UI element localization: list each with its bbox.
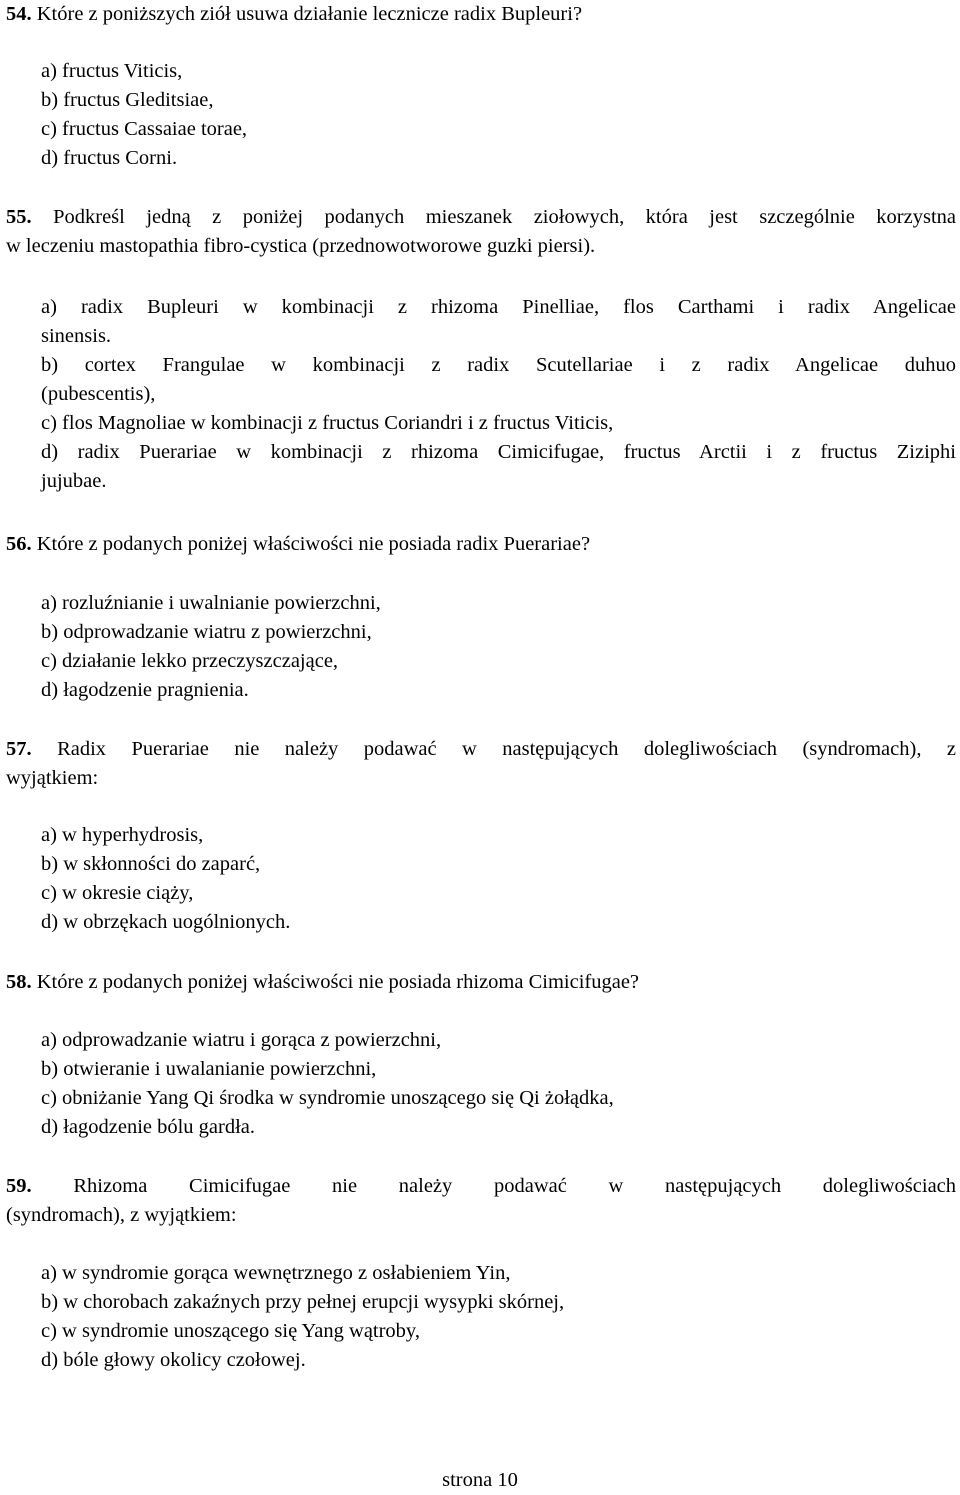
question-text (6, 0, 956, 29)
option: c) w okresie ciąży, (41, 882, 194, 904)
question-line: Które z podanych poniżej właściwości nie posiada rhizoma Cimicifugae? (36, 971, 640, 993)
question-line: Które z poniższych ziół usuwa działanie lecznicze radix Bupleuri? (36, 3, 583, 25)
option: a) w hyperhydrosis, (41, 824, 204, 846)
question-line (6, 1172, 956, 1201)
question-number: 55. (6, 206, 32, 228)
option: c) flos Magnoliae w kombinacji z fructus Coriandri i z fructus Viticis, (41, 412, 614, 434)
option-continuation: (pubescentis), (41, 383, 156, 405)
option: b) fructus Gleditsiae, (41, 89, 214, 111)
option: d) fructus Corni. (41, 147, 178, 169)
question-text (6, 968, 956, 997)
option-continuation: jujubae. (41, 470, 107, 492)
question-text (6, 530, 956, 559)
option: d) łagodzenie bólu gardła. (41, 1116, 256, 1138)
option: c) obniżanie Yang Qi środka w syndromie unoszącego się Qi żołądka, (41, 1087, 614, 1109)
option: b) w skłonności do zaparć, (41, 853, 261, 875)
option: b) w chorobach zakaźnych przy pełnej erupcji wysypki skórnej, (41, 1291, 565, 1313)
option: a) rozluźnianie i uwalnianie powierzchni, (41, 592, 381, 614)
option: a) w syndromie gorąca wewnętrznego z osłabieniem Yin, (41, 1262, 511, 1284)
options-55 (41, 293, 956, 496)
option: b) odprowadzanie wiatru z powierzchni, (41, 621, 372, 643)
option-continuation: sinensis. (41, 325, 112, 347)
question-line: Które z podanych poniżej właściwości nie posiada radix Puerariae? (36, 533, 591, 555)
question-line (6, 735, 956, 764)
options-57 (41, 821, 956, 937)
option: d) bóle głowy okolicy czołowej. (41, 1349, 306, 1371)
question-57 (6, 735, 956, 793)
question-59 (6, 1172, 956, 1230)
question-number: 57. (6, 738, 32, 760)
option: c) w syndromie unoszącego się Yang wątroby, (41, 1320, 420, 1342)
question-line (6, 203, 956, 232)
option: a) odprowadzanie wiatru i gorąca z powierzchni, (41, 1029, 442, 1051)
option: d) radix Puerariae w kombinacji z rhizoma Cimicifugae, fructus Arctii i z fructus Ziziphi (41, 441, 956, 463)
question-56 (6, 530, 956, 559)
question-line: w leczeniu mastopathia fibro-cystica (przednowotworowe guzki piersi). (6, 235, 596, 257)
question-number: 54. (6, 3, 32, 25)
options-58 (41, 1026, 956, 1142)
question-55 (6, 203, 956, 261)
option: b) cortex Frangulae w kombinacji z radix Scutellariae i z radix Angelicae duhuo (41, 354, 956, 376)
question-number: 56. (6, 533, 32, 555)
question-number: 58. (6, 971, 32, 993)
question-line-text: Rhizoma Cimicifugae nie należy podawać w następujących dolegliwościach (73, 1175, 957, 1197)
question-number: 59. (6, 1175, 32, 1197)
option: c) fructus Cassaiae torae, (41, 118, 248, 140)
question-line: (syndromach), z wyjątkiem: (6, 1204, 237, 1226)
options-54 (41, 57, 956, 173)
question-54 (6, 0, 956, 29)
option: d) łagodzenie pragnienia. (41, 679, 249, 701)
options-59 (41, 1259, 956, 1375)
option: d) w obrzękach uogólnionych. (41, 911, 291, 933)
question-58 (6, 968, 956, 997)
option: c) działanie lekko przeczyszczające, (41, 650, 339, 672)
option: a) fructus Viticis, (41, 60, 183, 82)
question-line: wyjątkiem: (6, 767, 99, 789)
option: b) otwieranie i uwalanianie powierzchni, (41, 1058, 377, 1080)
options-56 (41, 589, 956, 705)
question-line-text: Radix Puerariae nie należy podawać w następujących dolegliwościach (syndromach), z (57, 738, 956, 760)
page-number: strona 10 (442, 1469, 518, 1491)
question-line-text: Podkreśl jedną z poniżej podanych mieszanek ziołowych, która jest szczególnie korzystna (53, 206, 956, 228)
option: a) radix Bupleuri w kombinacji z rhizoma Pinelliae, flos Carthami i radix Angelicae (41, 296, 956, 318)
